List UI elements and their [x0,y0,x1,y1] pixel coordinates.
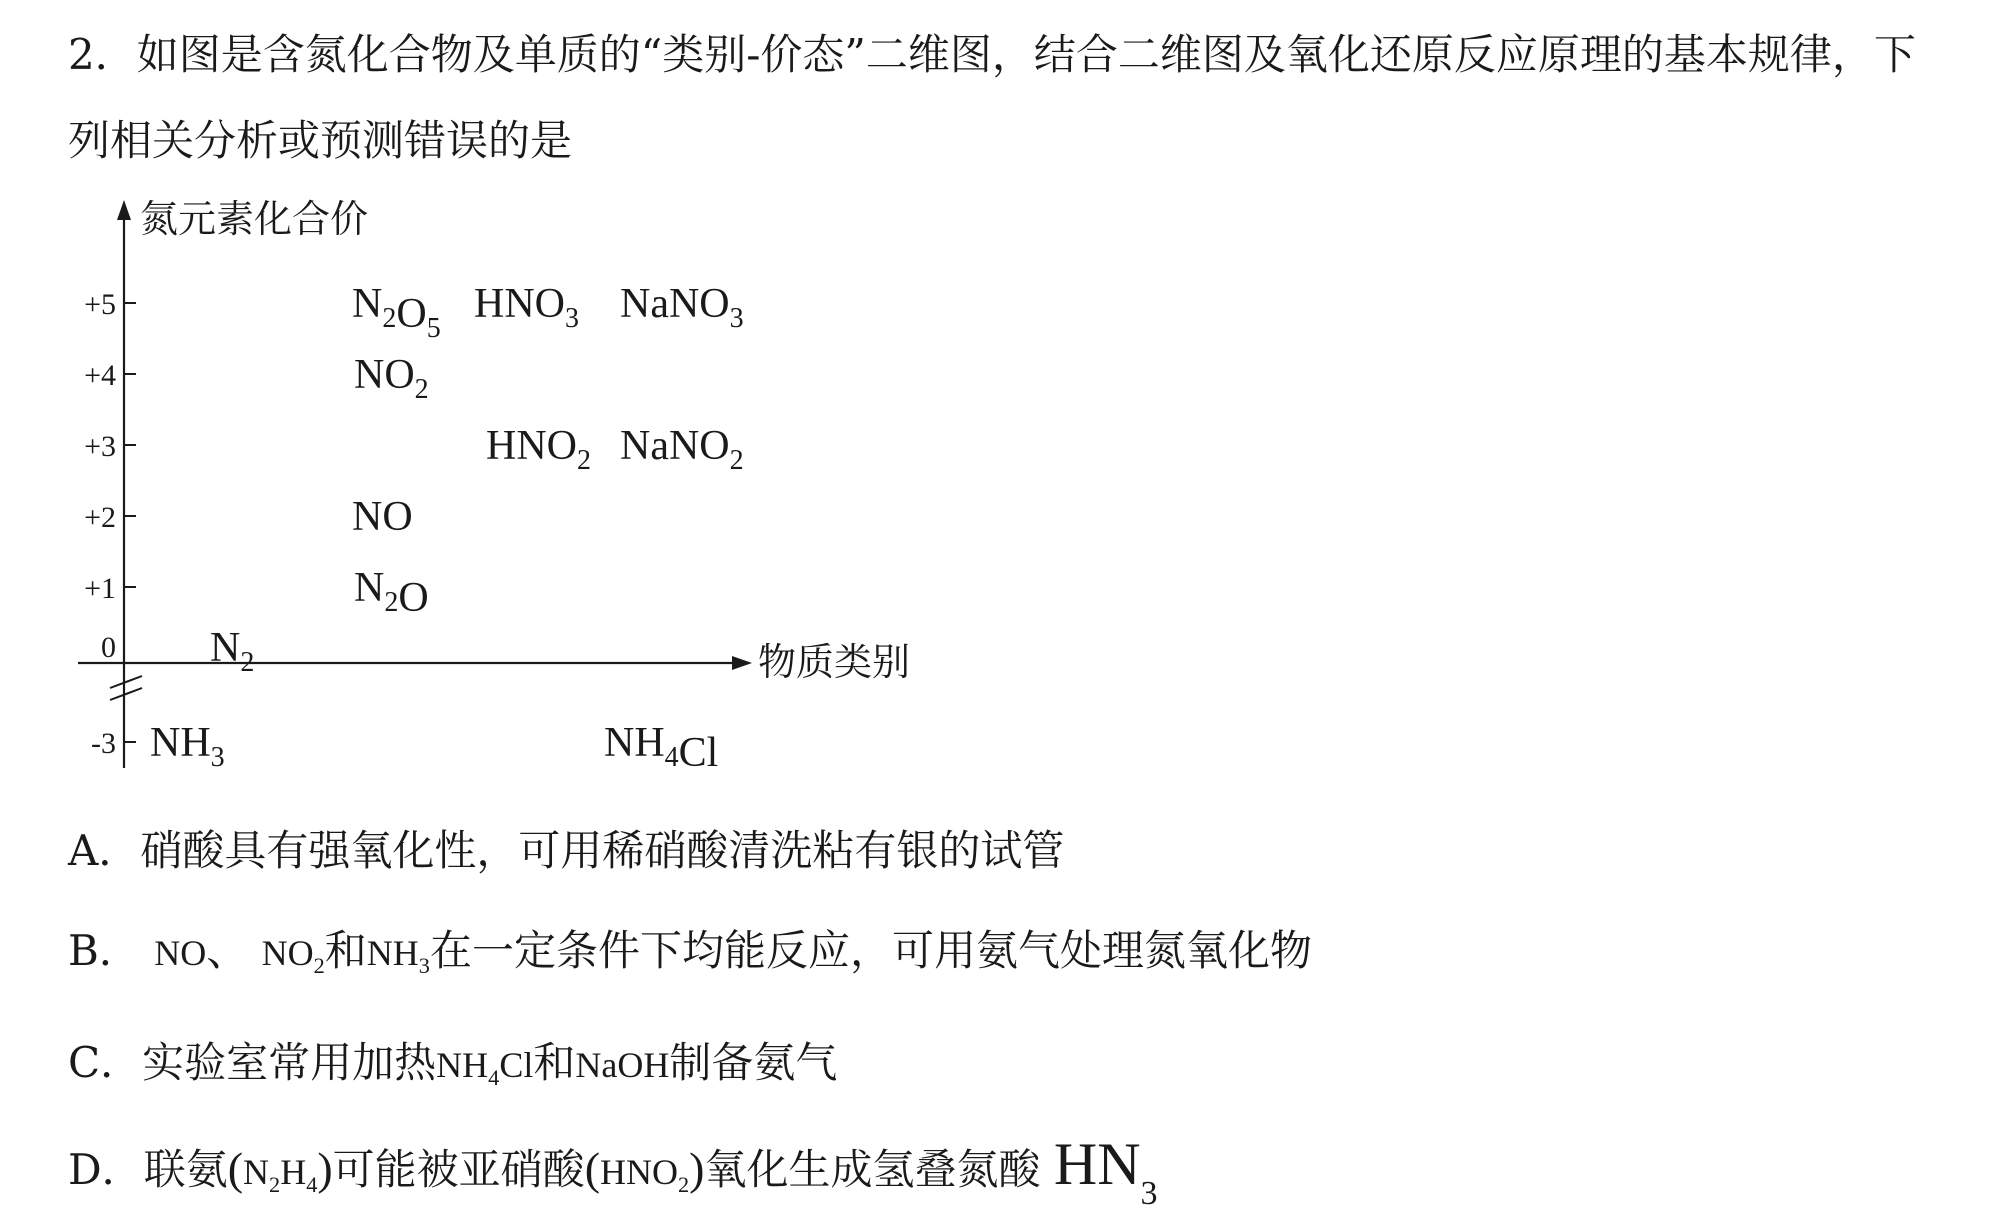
compound-label: $N_2O$ [354,565,429,621]
option-d-paren-open: ( [227,1143,244,1194]
y-tick-label: +5 [84,288,116,321]
option-a[interactable] [68,818,1064,878]
option-b-sep: 、 [206,926,249,975]
option-d[interactable] [68,1130,1158,1212]
question-text-line-2: 列相关分析或预测错误的是 [68,116,573,165]
option-c-pre: 实验室常用加热 [142,1038,437,1087]
option-c-naoh: NaOH [575,1045,670,1085]
y-tick-label: -3 [91,727,116,760]
option-a-label: A． [68,826,141,875]
option-c-and: 和 [533,1038,576,1087]
y-tick-label: +2 [84,501,116,534]
option-d-mid2: 氧化生成氢叠氮酸 [704,1145,1041,1194]
valence-category-chart [0,180,980,780]
option-c-nh4cl: $NH_4Cl$ [436,1045,534,1090]
x-axis-title: 物质类别 [758,640,911,684]
option-d-pre: 联氨 [143,1145,228,1194]
option-c[interactable] [68,1030,837,1090]
question-line-1 [68,22,1916,82]
axis-break-mark-2 [110,688,142,700]
x-axis-arrow [732,656,752,670]
compound-label: $NH_3$ [150,720,225,773]
y-tick-label: +4 [84,359,116,392]
option-b-no2: $NO_2$ [261,933,325,978]
question-number: 2． [68,30,137,79]
option-d-label: D． [68,1145,144,1194]
compound-label: NaNO$_2$ [620,423,744,476]
option-b-rest: 在一定条件下均能反应，可用氨气处理氮氧化物 [429,926,1312,975]
y-axis-title: 氮元素化合价 [140,197,369,241]
axis-break-mark-1 [110,676,142,688]
option-d-mid: 可能被亚硝酸 [332,1145,585,1194]
question-text-line-1: 如图是含氮化合物及单质的“类别-价态”二维图，结合二维图及氧化还原反应原理的基本规律，下 [136,30,1916,79]
option-b-label: B． [68,926,141,975]
compound-label: $N_2O_5$ [352,281,441,344]
compound-label: $HNO_3$ [474,281,579,334]
compound-label: $NO_2$ [354,352,429,405]
compound-label: NaNO$_3$ [620,281,744,334]
option-d-hno2: $HNO_2$ [600,1152,690,1197]
compound-label: $NH_4Cl$ [604,720,719,776]
option-b-nh3: $NH_3$ [366,933,430,978]
option-c-label: C． [68,1038,143,1087]
y-tick-label: +1 [84,572,116,605]
option-a-text: 硝酸具有强氧化性，可用稀硝酸清洗粘有银的试管 [140,826,1065,875]
y-axis-arrow [117,200,131,220]
option-d-paren-open-2: ( [584,1143,601,1194]
option-d-n2h4: $N_2H_4$ [243,1152,318,1197]
compound-label: $HNO_2$ [486,423,591,476]
option-b-and: 和 [324,926,367,975]
option-d-paren-close: ) [317,1143,333,1194]
compound-label: NO [352,494,413,540]
compound-label: $N_2$ [210,625,255,678]
y-tick-label: +3 [84,430,116,463]
option-c-rest: 制备氨气 [669,1038,838,1087]
option-d-paren-close-2: ) [689,1143,705,1194]
compound-labels [150,281,744,776]
y-ticks [84,288,136,760]
option-b-no: NO [154,933,207,973]
question-line-2 [68,108,572,168]
y-tick-label: 0 [101,631,116,664]
option-b[interactable] [68,918,1312,978]
option-d-hn3: $HN_3$ [1053,1131,1158,1212]
